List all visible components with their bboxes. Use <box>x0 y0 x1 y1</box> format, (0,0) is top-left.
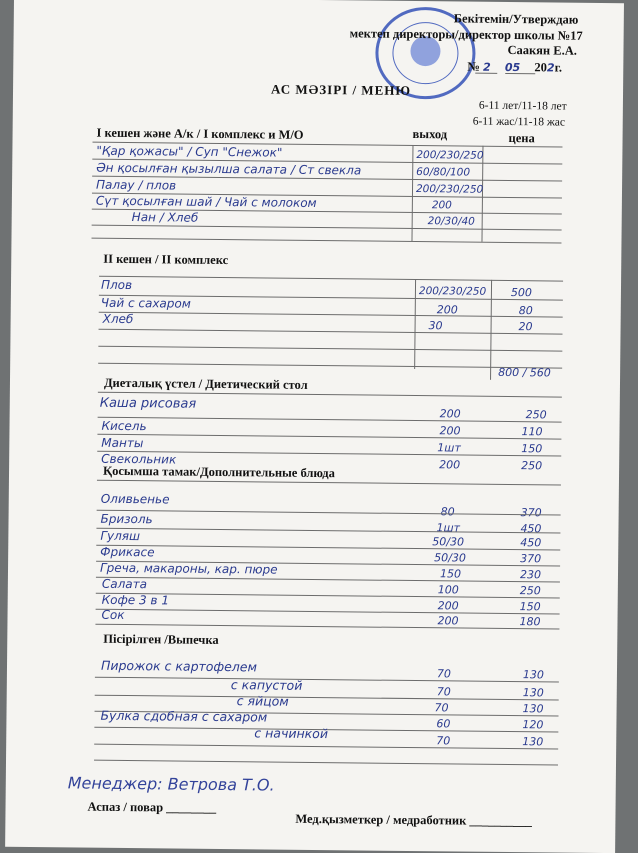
list-item-output: 50/30 <box>434 551 466 565</box>
list-item: Оливьенье <box>100 491 170 507</box>
date-suffix: г. <box>554 60 563 75</box>
list-item-output: 200 <box>437 599 459 613</box>
list-item-output: 200 <box>437 614 459 628</box>
approval-signer: Саакян Е.А. <box>507 42 577 58</box>
rule <box>98 346 562 352</box>
list-item: Свекольник <box>101 451 177 467</box>
list-item-output: 1шт <box>436 521 461 535</box>
rule <box>98 363 562 369</box>
list-item: Фрикасе <box>100 544 155 560</box>
list-item-price: 370 <box>520 506 542 520</box>
list-item: Греча, макароны, кар. пюре <box>99 560 278 577</box>
list-item: Сок <box>101 607 125 622</box>
list-item-output: 70 <box>436 685 451 699</box>
col-divider <box>411 145 413 241</box>
list-item-output: 200 <box>439 424 461 438</box>
rule <box>99 276 563 282</box>
list-item-output: 200 <box>439 458 461 472</box>
list-item-price: 130 <box>522 735 544 749</box>
column-header-price: цена <box>508 130 535 146</box>
rule <box>99 329 563 335</box>
rule <box>94 744 558 750</box>
rule <box>96 545 560 551</box>
list-item-price: 20 <box>518 320 533 334</box>
list-item-output: 70 <box>436 734 451 748</box>
list-item: Манты <box>101 435 144 451</box>
age-range-ru: 6-11 лет/11-18 лет <box>478 99 567 113</box>
list-item-output: 100 <box>437 583 459 597</box>
list-item-output: 30 <box>428 319 443 333</box>
list-item: Палау / плов <box>95 177 177 193</box>
list-item: Кисель <box>101 418 147 434</box>
rule <box>95 624 559 630</box>
page-title: АС МӘЗІРІ / МЕНЮ <box>270 81 412 98</box>
rule <box>96 528 560 534</box>
menu-sheet <box>5 0 624 853</box>
rule <box>92 225 562 231</box>
approval-title: Бекітемін/Утверждаю <box>453 11 579 27</box>
rule <box>97 510 561 516</box>
date-day-underline <box>475 73 497 74</box>
list-item-output: 200/230/250 <box>415 183 484 196</box>
rule <box>98 417 562 423</box>
rule <box>96 577 560 583</box>
list-item: Нан / Хлеб <box>131 210 199 225</box>
list-item-price: 370 <box>520 552 542 566</box>
list-item-output: 80 <box>440 505 455 519</box>
rule <box>95 677 559 683</box>
list-item-output: 1шт <box>437 441 461 455</box>
col-divider <box>490 280 492 380</box>
list-item-output: 200/230/250 <box>418 285 487 298</box>
list-item-price: 110 <box>521 425 543 439</box>
list-item-price: 130 <box>522 702 544 716</box>
list-item-output: 60/80/100 <box>416 166 471 179</box>
list-item-output: 70 <box>434 701 449 715</box>
rule <box>94 760 558 766</box>
list-item-output: 200 <box>439 407 461 421</box>
date-month: 05 <box>504 60 521 75</box>
list-item: с капустой <box>230 677 303 693</box>
manager-signature: Менеджер: Ветрова Т.О. <box>67 773 275 795</box>
list-item-price: 150 <box>519 600 541 614</box>
section-diet-title: Диеталық үстел / Диетический стол <box>103 375 308 392</box>
cook-signature-line: Аспаз / повар ________ <box>87 799 217 815</box>
list-item: Хлеб <box>102 311 134 327</box>
date-prefix: № <box>467 59 480 74</box>
date-year-prefix: 20 <box>534 60 548 75</box>
approval-position: мектеп директоры/директор школы №17 <box>349 26 583 43</box>
list-item-output: 60 <box>436 717 451 731</box>
list-item: Гуляш <box>100 528 141 544</box>
section-extra-title: Қосымша тамак/Дополнительные блюда <box>102 463 335 481</box>
list-item: с яйцом <box>236 693 289 709</box>
list-item: Чай с сахаром <box>100 295 191 311</box>
list-item-price: 150 <box>521 442 543 456</box>
list-item-price: 250 <box>525 408 547 422</box>
list-item: Ән қосылған қызылша салата / Ст свекла <box>96 160 362 178</box>
list-item: Пирожок с картофелем <box>100 657 258 675</box>
list-item: Салата <box>101 576 148 592</box>
list-item-output: 200/230/250 <box>416 149 484 162</box>
list-item-output: 70 <box>436 667 452 681</box>
list-item-price: 120 <box>522 718 544 732</box>
complex2-total: 800 / 560 <box>498 365 551 380</box>
section-bakery-title: Пісірілген /Выпечка <box>103 631 219 647</box>
list-item: Бризоль <box>100 511 153 527</box>
date-day: 2 <box>482 60 491 74</box>
med-signature-line: Мед.қызметкер / медработник __________ <box>295 811 533 829</box>
list-item-output: 20/30/40 <box>427 215 475 228</box>
rule <box>95 695 559 701</box>
list-item: Плов <box>100 277 133 293</box>
age-range-kz: 6-11 жас/11-18 жас <box>472 115 566 129</box>
rule <box>91 238 561 244</box>
section-complex1-title: I кешен және А/к / I комплекс и М/О <box>96 125 304 142</box>
list-item-price: 450 <box>520 522 542 536</box>
list-item-price: 130 <box>522 686 544 700</box>
list-item-price: 130 <box>522 668 545 682</box>
list-item-price: 250 <box>519 584 541 598</box>
rule <box>96 609 560 615</box>
list-item-output: 200 <box>431 199 452 212</box>
list-item: с начинкой <box>254 725 329 742</box>
list-item-price: 180 <box>519 615 541 629</box>
list-item: "Қар қожасы" / Суп "Снежок" <box>96 143 283 160</box>
section-complex2-title: II кешен / II комплекс <box>103 251 229 268</box>
list-item-price: 80 <box>518 304 533 318</box>
rule <box>97 434 561 440</box>
list-item-price: 500 <box>510 286 533 300</box>
list-item: Каша рисовая <box>99 395 197 412</box>
list-item: Сүт қосылған шай / Чай с молоком <box>95 193 317 210</box>
rule <box>99 312 563 318</box>
list-item-price: 450 <box>520 536 542 550</box>
col-divider <box>414 279 416 369</box>
list-item-output: 150 <box>439 567 462 581</box>
list-item-output: 50/30 <box>432 535 465 549</box>
column-header-output: выход <box>412 126 448 142</box>
list-item: Кофе 3 в 1 <box>101 592 170 608</box>
list-item-price: 250 <box>521 459 543 473</box>
list-item-output: 200 <box>436 303 458 317</box>
list-item: Булка сдобная с сахаром <box>100 707 268 725</box>
list-item-price: 230 <box>519 568 542 582</box>
date-year-digit: 2 <box>546 61 555 75</box>
